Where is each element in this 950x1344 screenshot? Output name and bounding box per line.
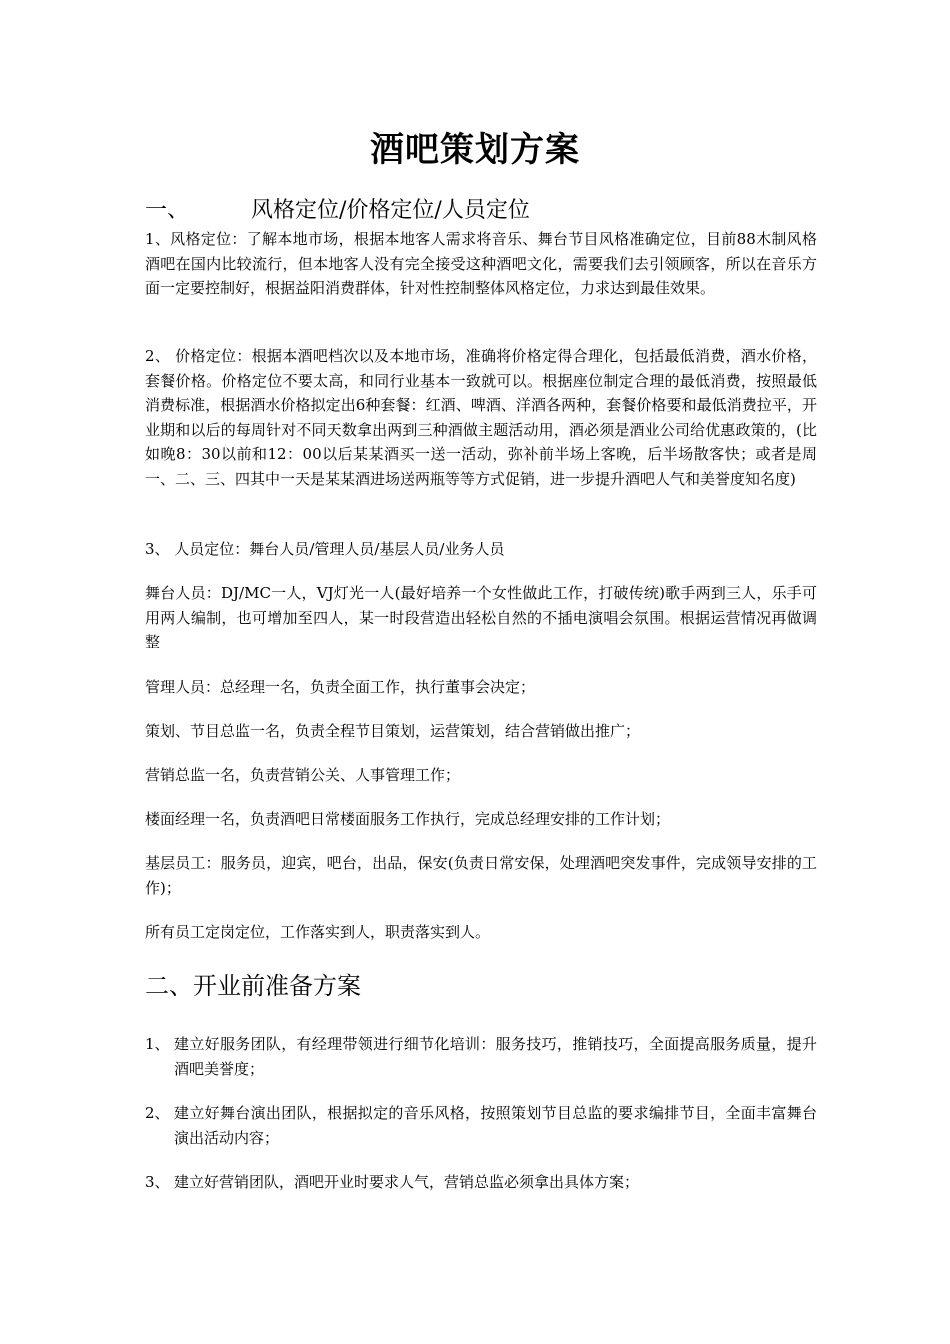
list-item-text: 建立好营销团队，酒吧开业时要求人气，营销总监必须拿出具体方案； — [174, 1173, 640, 1191]
paragraph-style-positioning: 1、风格定位：了解本地市场，根据本地客人需求将音乐、舞台节目风格准确定位，目前88木制风格酒吧在国内比较流行，但本地客人没有完全接受这种酒吧文化，需要我们去引领顾客，所以在音乐方面一定要控制好，根据益阳消费群体，针对性控制整体风格定位，力求达到最佳效果。 — [145, 230, 817, 297]
paragraph-stage-staff: 舞台人员：DJ/MC一人，VJ灯光一人(最好培养一个女性做此工作，打破传统)歌手两到三人，乐手可用两人编制，也可增加至四人，某一时段营造出轻松自然的不插电演唱会氛围。根据运营情况再做调整 — [145, 584, 817, 651]
paragraph-staff-positioning: 3、 人员定位：舞台人员/管理人员/基层人员/业务人员 — [145, 540, 505, 558]
paragraph-planning-director: 策划、节目总监一名，负责全程节目策划，运营策划，结合营销做出推广； — [145, 722, 641, 740]
list-item — [145, 1032, 817, 1081]
section-1-heading — [145, 196, 530, 226]
paragraph-all-staff: 所有员工定岗定位，工作落实到人，职责落实到人。 — [145, 923, 491, 941]
list-item-number: 3、 — [145, 1173, 170, 1191]
list-item-number: 2、 — [145, 1104, 170, 1122]
paragraph-basic-staff: 基层员工：服务员，迎宾，吧台，出品，保安(负责日常安保，处理酒吧突发事件，完成领导安排的工作)； — [145, 854, 817, 897]
section-2-heading: 二、开业前准备方案 — [145, 972, 361, 1000]
paragraph-marketing-director: 营销总监一名，负责营销公关、人事管理工作； — [145, 766, 461, 784]
section-1-title: 风格定位/价格定位/人员定位 — [251, 198, 530, 223]
list-item-text: 建立好服务团队，有经理带领进行细节化培训：服务技巧，推销技巧，全面提高服务质量，提升酒吧美誉度； — [174, 1035, 817, 1078]
list-item — [145, 1101, 817, 1150]
list-item-text: 建立好舞台演出团队，根据拟定的音乐风格，按照策划节目总监的要求编排节目，全面丰富舞台演出活动内容； — [174, 1104, 817, 1147]
document-title: 酒吧策划方案 — [370, 130, 580, 170]
section-1-number: 一、 — [145, 198, 190, 223]
list-item-number: 1、 — [145, 1035, 170, 1053]
paragraph-price-positioning: 2、 价格定位：根据本酒吧档次以及本地市场，准确将价格定得合理化，包括最低消费，酒水价格，套餐价格。价格定位不要太高，和同行业基本一致就可以。根据座位制定合理的最低消费，按照最低消费标准，根据酒水价格拟定出6种套餐：红酒、啤酒、洋酒各两种，套餐价格要和最低消费拉平，开业期和以后的每周针对不同天数拿出两到三种酒做主题活动用，酒必须是酒业公司给优惠政策的，(比如晚8：30以前和12：00以后某某酒买一送一活动，弥补前半场上客晚，后半场散客快；或者是周一、二、三、四其中一天是某某酒进场送两瓶等等方式促销，进一步提升酒吧人气和美誉度知名度) — [145, 347, 817, 488]
paragraph-management-staff: 管理人员：总经理一名，负责全面工作，执行董事会决定； — [145, 678, 536, 696]
list-item — [145, 1170, 817, 1195]
paragraph-floor-manager: 楼面经理一名，负责酒吧日常楼面服务工作执行，完成总经理安排的工作计划； — [145, 810, 671, 828]
